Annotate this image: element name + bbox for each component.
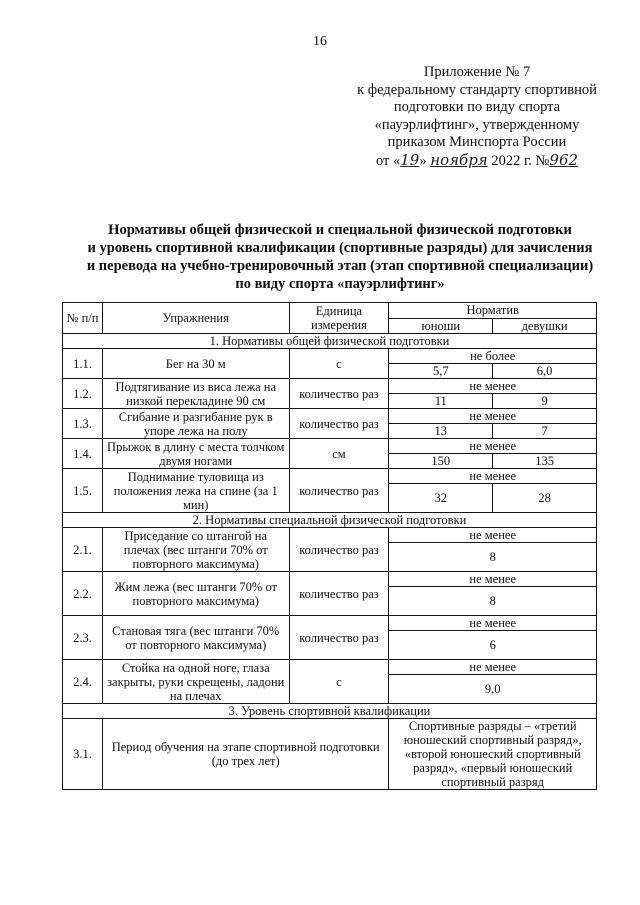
row-unit: количество раз xyxy=(289,616,389,660)
row-num: 1.3. xyxy=(63,409,103,439)
row-num: 1.4. xyxy=(63,439,103,469)
row-unit: количество раз xyxy=(289,528,389,572)
row-unit: с xyxy=(289,660,389,704)
row-boys: 150 xyxy=(389,454,493,469)
section-3-title: 3. Уровень спортивной квалификации xyxy=(63,704,597,719)
row-exercise: Поднимание туловища из положения лежа на спине (за 1 мин) xyxy=(102,469,289,513)
row-boys: 5,7 xyxy=(389,364,493,379)
table-row xyxy=(63,379,597,394)
row-unit: количество раз xyxy=(289,572,389,616)
title-line: по виду спорта «пауэрлифтинг» xyxy=(235,276,445,292)
row-num: 1.2. xyxy=(63,379,103,409)
row-value: 6 xyxy=(389,631,597,660)
document-title xyxy=(60,221,620,293)
row-num: 1.1. xyxy=(63,349,103,379)
row-unit: с xyxy=(289,349,389,379)
row-boys: 13 xyxy=(389,424,493,439)
table-row xyxy=(63,349,597,364)
appendix-header xyxy=(342,64,612,170)
row-exercise: Период обучения на этапе спортивной подготовки (до трех лет) xyxy=(102,719,388,790)
row-num: 2.4. xyxy=(63,660,103,704)
header-girls: девушки xyxy=(493,318,597,334)
row-girls: 135 xyxy=(493,454,597,469)
row-condition: не менее xyxy=(389,572,597,587)
page-number: 16 xyxy=(313,34,327,49)
row-value: Спортивные разряды – «третий юношеский спортивный разряд», «второй юношеский спортивный разряд», «первый юношеский спортивный разряд xyxy=(389,719,597,790)
row-condition: не менее xyxy=(389,469,597,484)
row-exercise: Подтягивание из виса лежа на низкой перекладине 90 см xyxy=(102,379,289,409)
header-unit: Единица измерения xyxy=(289,303,389,334)
row-condition: не менее xyxy=(389,379,597,394)
row-girls: 28 xyxy=(493,484,597,513)
row-value: 9,0 xyxy=(389,675,597,704)
row-unit: количество раз xyxy=(289,379,389,409)
row-value: 8 xyxy=(389,543,597,572)
year-text: 2022 г. № xyxy=(491,152,550,169)
section-row xyxy=(63,513,597,528)
header-norm: Норматив xyxy=(389,303,597,319)
header-num: № п/п xyxy=(63,303,103,334)
row-exercise: Стойка на одной ноге, глаза закрыты, руки скрещены, ладони на плечах xyxy=(102,660,289,704)
header-boys: юноши xyxy=(389,318,493,334)
row-unit: количество раз xyxy=(289,469,389,513)
table-row xyxy=(63,719,597,790)
date-mid: » xyxy=(419,152,427,169)
table-row xyxy=(63,439,597,454)
appendix-line: «пауэрлифтинг», утвержденному xyxy=(374,116,580,133)
row-exercise: Бег на 30 м xyxy=(102,349,289,379)
row-exercise: Приседание со штангой на плечах (вес штанги 70% от повторного максимума) xyxy=(102,528,289,572)
row-condition: не менее xyxy=(389,409,597,424)
table-header-row xyxy=(63,303,597,319)
table-row xyxy=(63,409,597,424)
row-unit: количество раз xyxy=(289,409,389,439)
row-girls: 7 xyxy=(493,424,597,439)
table-row xyxy=(63,616,597,631)
row-num: 2.3. xyxy=(63,616,103,660)
row-exercise: Становая тяга (вес штанги 70% от повторного максимума) xyxy=(102,616,289,660)
row-condition: не менее xyxy=(389,660,597,675)
row-girls: 6,0 xyxy=(493,364,597,379)
row-boys: 32 xyxy=(389,484,493,513)
appendix-line: подготовки по виду спорта xyxy=(393,99,561,115)
appendix-line: Приложение № 7 xyxy=(423,64,531,80)
row-condition: не менее xyxy=(389,528,597,543)
row-exercise: Жим лежа (вес штанги 70% от повторного максимума) xyxy=(102,572,289,616)
row-exercise: Прыжок в длину с места толчком двумя ногами xyxy=(102,439,289,469)
section-row xyxy=(63,334,597,349)
title-line: и уровень спортивной квалификации (спортивные разряды) для зачисления xyxy=(87,240,593,256)
standards-table xyxy=(62,302,597,790)
row-value: 8 xyxy=(389,587,597,616)
row-num: 1.5. xyxy=(63,469,103,513)
date-prefix: от « xyxy=(375,152,401,169)
handwritten-day: 19 xyxy=(400,150,420,169)
table-row xyxy=(63,572,597,587)
appendix-date-line xyxy=(342,152,612,171)
handwritten-order-number: 962 xyxy=(549,150,579,169)
section-1-title: 1. Нормативы общей физической подготовки xyxy=(63,334,597,349)
row-condition: не менее xyxy=(389,616,597,631)
row-unit: см xyxy=(289,439,389,469)
title-line: и перевода на учебно-тренировочный этап (этап спортивной специализации) xyxy=(86,258,594,274)
row-num: 2.2. xyxy=(63,572,103,616)
row-exercise: Сгибание и разгибание рук в упоре лежа на полу xyxy=(102,409,289,439)
table-row xyxy=(63,660,597,675)
table-row xyxy=(63,469,597,484)
table-row xyxy=(63,528,597,543)
title-line: Нормативы общей физической и специальной физической подготовки xyxy=(108,222,572,238)
row-num: 3.1. xyxy=(63,719,103,790)
section-2-title: 2. Нормативы специальной физической подготовки xyxy=(63,513,597,528)
row-boys: 11 xyxy=(389,394,493,409)
header-exercise: Упражнения xyxy=(102,303,289,334)
row-condition: не более xyxy=(389,349,597,364)
row-num: 2.1. xyxy=(63,528,103,572)
handwritten-month: ноября xyxy=(430,150,488,169)
appendix-line: к федеральному стандарту спортивной xyxy=(357,81,597,98)
row-girls: 9 xyxy=(493,394,597,409)
section-row xyxy=(63,704,597,719)
appendix-line: приказом Минспорта России xyxy=(387,134,567,150)
row-condition: не менее xyxy=(389,439,597,454)
